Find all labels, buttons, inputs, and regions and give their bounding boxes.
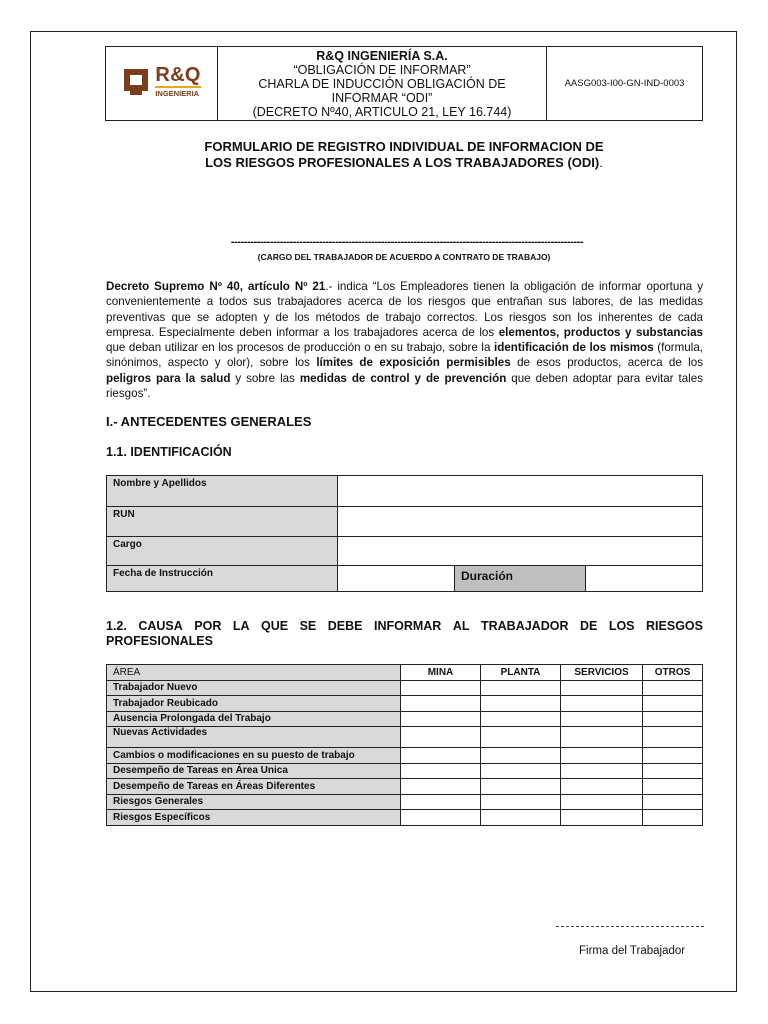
checkbox-cell-servicios[interactable] <box>561 727 643 748</box>
checkbox-cell-otros[interactable] <box>643 748 703 764</box>
logo-mark-icon <box>122 67 150 97</box>
causa-word: INFORMAR <box>373 619 442 633</box>
identification-table <box>106 475 703 592</box>
causa-word: SE <box>299 619 317 633</box>
section-antecedentes: I.- ANTECEDENTES GENERALES <box>106 414 312 429</box>
header-line-2: “OBLIGACIÓN DE INFORMAR” <box>293 62 471 77</box>
decree-ref: Decreto Supremo Nº 40, artículo Nº 21 <box>106 280 326 293</box>
checkbox-cell-planta[interactable] <box>481 680 561 696</box>
table-row <box>107 794 703 810</box>
checkbox-cell-servicios[interactable] <box>561 794 643 810</box>
column-header-planta: PLANTA <box>481 665 561 681</box>
checkbox-cell-otros[interactable] <box>643 727 703 748</box>
checkbox-cell-mina[interactable] <box>401 748 481 764</box>
section-identificacion <box>106 445 232 459</box>
checkbox-cell-mina[interactable] <box>401 779 481 795</box>
checkbox-cell-mina[interactable] <box>401 810 481 826</box>
form-title-line-2: LOS RIESGOS PROFESIONALES A LOS TRABAJADORES (ODI) <box>205 155 600 170</box>
label-nombre: Nombre y Apellidos <box>107 476 338 507</box>
cargo-note: (CARGO DEL TRABAJADOR DE ACUERDO A CONTRATO DE TRABAJO) <box>257 252 551 262</box>
row-label: Ausencia Prolongada del Trabajo <box>107 711 401 727</box>
table-row <box>107 763 703 779</box>
table-row <box>107 727 703 748</box>
signature-label: Firma del Trabajador <box>579 945 686 957</box>
input-duracion[interactable] <box>586 566 703 592</box>
causa-word: LOS <box>608 619 635 633</box>
checkbox-cell-otros[interactable] <box>643 711 703 727</box>
header-title-cell <box>218 47 547 121</box>
row-label: Desempeño de Tareas en Áreas Diferentes <box>107 779 401 795</box>
checkbox-cell-otros[interactable] <box>643 680 703 696</box>
logo-cell <box>106 47 218 121</box>
table-row <box>107 810 703 826</box>
area-column-header: ÁREA <box>107 665 401 681</box>
row-label: Riesgos Específicos <box>107 810 401 826</box>
row-label: Desempeño de Tareas en Área Unica <box>107 763 401 779</box>
label-fecha: Fecha de Instrucción <box>107 566 338 592</box>
causa-line-1 <box>106 619 703 634</box>
table-row <box>107 680 703 696</box>
area-table-header <box>107 665 703 681</box>
table-row <box>107 748 703 764</box>
checkbox-cell-otros[interactable] <box>643 779 703 795</box>
causa-word: QUE <box>261 619 289 633</box>
table-row <box>107 711 703 727</box>
decree-text-4: de esos productos, acerca de los <box>510 356 703 370</box>
row-label: Riesgos Generales <box>107 794 401 810</box>
header-line-4: INFORMAR “ODI” <box>331 90 433 105</box>
table-row <box>107 476 703 507</box>
decree-bold-3: identificación de los mismos <box>494 341 654 355</box>
signature-line <box>556 926 704 927</box>
document-header <box>105 46 703 121</box>
checkbox-cell-mina[interactable] <box>401 680 481 696</box>
decree-paragraph <box>106 279 703 401</box>
header-line-3: CHARLA DE INDUCCIÓN OBLIGACIÓN DE <box>258 76 506 91</box>
company-name: R&Q INGENIERÍA S.A. <box>316 48 448 63</box>
section-causa <box>106 619 703 649</box>
causa-word: POR <box>194 619 222 633</box>
input-nombre[interactable] <box>338 476 703 507</box>
causa-word: RIESGOS <box>646 619 703 633</box>
causa-word: LA <box>232 619 250 633</box>
label-cargo: Cargo <box>107 537 338 566</box>
decree-bold-5: peligros para la salud <box>106 371 231 385</box>
area-table <box>106 664 703 826</box>
table-row <box>107 507 703 537</box>
causa-word: DEBE <box>327 619 363 633</box>
logo-main-text: R&Q <box>155 63 201 86</box>
column-header-servicios: SERVICIOS <box>561 665 643 681</box>
checkbox-cell-planta[interactable] <box>481 794 561 810</box>
input-cargo[interactable] <box>338 537 703 566</box>
checkbox-cell-planta[interactable] <box>481 763 561 779</box>
input-fecha[interactable] <box>338 566 455 592</box>
document-code: AASG003-I00-GN-IND-0003 <box>547 47 703 121</box>
decree-text-5: y sobre las <box>230 371 300 385</box>
column-header-mina: MINA <box>401 665 481 681</box>
company-logo <box>122 63 201 98</box>
causa-word: CAUSA <box>138 619 183 633</box>
row-label: Cambios o modificaciones en su puesto de trabajo <box>107 748 401 764</box>
table-row <box>107 696 703 712</box>
checkbox-cell-planta[interactable] <box>481 748 561 764</box>
label-duracion: Duración <box>455 566 586 592</box>
checkbox-cell-servicios[interactable] <box>561 711 643 727</box>
checkbox-cell-planta[interactable] <box>481 779 561 795</box>
checkbox-cell-servicios[interactable] <box>561 779 643 795</box>
form-title-line-1: FORMULARIO DE REGISTRO INDIVIDUAL DE INFORMACION DE <box>204 139 604 154</box>
decree-text-1: .- indica “Los Empleadores tienen la obligación de informar oportuna y convenientemente a todos sus trabajadores acerca de los riesgos que entrañan sus labores, de las medidas preventivas que se adopten y de los métodos de trabajo correctos. Los riesgos son los inherentes de cada empresa. Especialmente deben informar a los trabajadores acerca de los <box>106 280 703 339</box>
checkbox-cell-mina[interactable] <box>401 696 481 712</box>
header-line-5: (DECRETO Nº40, ARTICULO 21, LEY 16.744) <box>252 104 512 119</box>
checkbox-cell-servicios[interactable] <box>561 748 643 764</box>
decree-text-6: que deben adoptar para evitar tales riesgos”. <box>106 371 703 401</box>
causa-word: AL <box>452 619 470 633</box>
table-row <box>107 537 703 566</box>
decree-bold-6: medidas de control y de prevención <box>299 371 507 385</box>
input-run[interactable] <box>338 507 703 537</box>
causa-word: 1.2. <box>106 619 127 633</box>
checkbox-cell-servicios[interactable] <box>561 763 643 779</box>
checkbox-cell-otros[interactable] <box>643 810 703 826</box>
checkbox-cell-planta[interactable] <box>481 696 561 712</box>
checkbox-cell-planta[interactable] <box>481 711 561 727</box>
causa-word: TRABAJADOR <box>480 619 569 633</box>
decree-bold-4: límites de exposición permisibles <box>316 356 511 370</box>
table-row <box>107 566 703 592</box>
causa-line-2: PROFESIONALES <box>106 634 213 648</box>
row-label: Trabajador Nuevo <box>107 680 401 696</box>
decree-text-2: que deban utilizar en los procesos de producción o en su trabajo, sobre la <box>106 341 495 355</box>
checkbox-cell-servicios[interactable] <box>561 680 643 696</box>
checkbox-cell-mina[interactable] <box>401 711 481 727</box>
checkbox-cell-mina[interactable] <box>401 794 481 810</box>
checkbox-cell-planta[interactable] <box>481 810 561 826</box>
decree-text-3: (formula, sinónimos, aspecto y olor), sobre los <box>106 341 703 370</box>
cargo-dash-line: ------------------------------------------------------------------------------------------------------------ <box>230 236 584 248</box>
column-header-otros: OTROS <box>643 665 703 681</box>
checkbox-cell-servicios[interactable] <box>561 696 643 712</box>
checkbox-cell-mina[interactable] <box>401 763 481 779</box>
checkbox-cell-planta[interactable] <box>481 727 561 748</box>
logo-sub-text: INGENIERIA <box>155 86 200 98</box>
decree-bold-2: elementos, productos y substancias <box>498 325 704 339</box>
checkbox-cell-servicios[interactable] <box>561 810 643 826</box>
checkbox-cell-otros[interactable] <box>643 696 703 712</box>
row-label: Nuevas Actividades <box>107 727 401 748</box>
label-run: RUN <box>107 507 338 537</box>
form-title-trail: . <box>599 155 603 170</box>
checkbox-cell-otros[interactable] <box>643 763 703 779</box>
section-identificacion-label: 1.1. IDENTIFICACIÓN <box>106 445 232 459</box>
row-label: Trabajador Reubicado <box>107 696 401 712</box>
table-row <box>107 779 703 795</box>
form-title <box>105 139 703 171</box>
checkbox-cell-mina[interactable] <box>401 727 481 748</box>
checkbox-cell-otros[interactable] <box>643 794 703 810</box>
causa-word: DE <box>579 619 598 633</box>
